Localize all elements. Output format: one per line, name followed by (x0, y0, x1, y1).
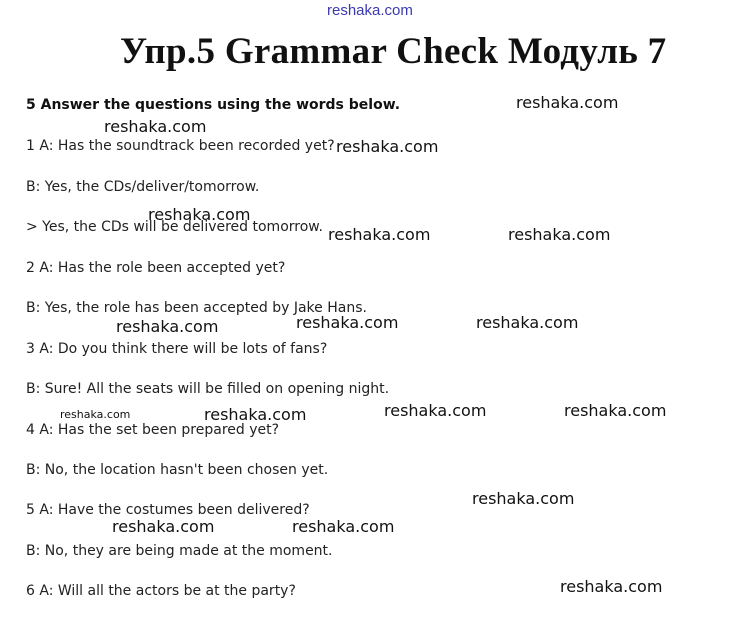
watermark: reshaka.com (508, 225, 611, 244)
watermark: reshaka.com (148, 205, 251, 224)
question-5: 5 A: Have the costumes been delivered? (26, 502, 310, 518)
watermark: reshaka.com (560, 577, 663, 596)
exercise-heading: 5 Answer the questions using the words below. (26, 97, 401, 113)
watermark: reshaka.com (60, 408, 131, 421)
watermark: reshaka.com (104, 117, 207, 136)
question-2: 2 A: Has the role been accepted yet? (26, 260, 286, 276)
page-title: Упр.5 Grammar Check Модуль 7 (120, 31, 667, 72)
watermark: reshaka.com (476, 313, 579, 332)
answer-1: > Yes, the CDs will be delivered tomorrow. (26, 219, 323, 235)
watermark: reshaka.com (564, 401, 667, 420)
watermark: reshaka.com (296, 313, 399, 332)
watermark: reshaka.com (516, 93, 619, 112)
watermark: reshaka.com (336, 137, 439, 156)
watermark: reshaka.com (204, 405, 307, 424)
answer-5: B: No, they are being made at the moment. (26, 543, 333, 559)
question-6: 6 A: Will all the actors be at the party? (26, 583, 296, 599)
answer-2: B: Yes, the role has been accepted by Jake Hans. (26, 300, 367, 316)
answer-4: B: No, the location hasn't been chosen yet. (26, 462, 329, 478)
watermark: reshaka.com (292, 517, 395, 536)
question-4: 4 A: Has the set been prepared yet? (26, 422, 280, 438)
question-3: 3 A: Do you think there will be lots of fans? (26, 341, 328, 357)
watermark: reshaka.com (328, 225, 431, 244)
top-watermark: reshaka.com (327, 2, 413, 19)
answer-3: B: Sure! All the seats will be filled on opening night. (26, 381, 390, 397)
watermark: reshaka.com (472, 489, 575, 508)
answer-prompt-1: B: Yes, the CDs/deliver/tomorrow. (26, 179, 260, 195)
watermark: reshaka.com (384, 401, 487, 420)
watermark: reshaka.com (112, 517, 215, 536)
watermark: reshaka.com (116, 317, 219, 336)
question-1: 1 A: Has the soundtrack been recorded yet? (26, 138, 335, 154)
